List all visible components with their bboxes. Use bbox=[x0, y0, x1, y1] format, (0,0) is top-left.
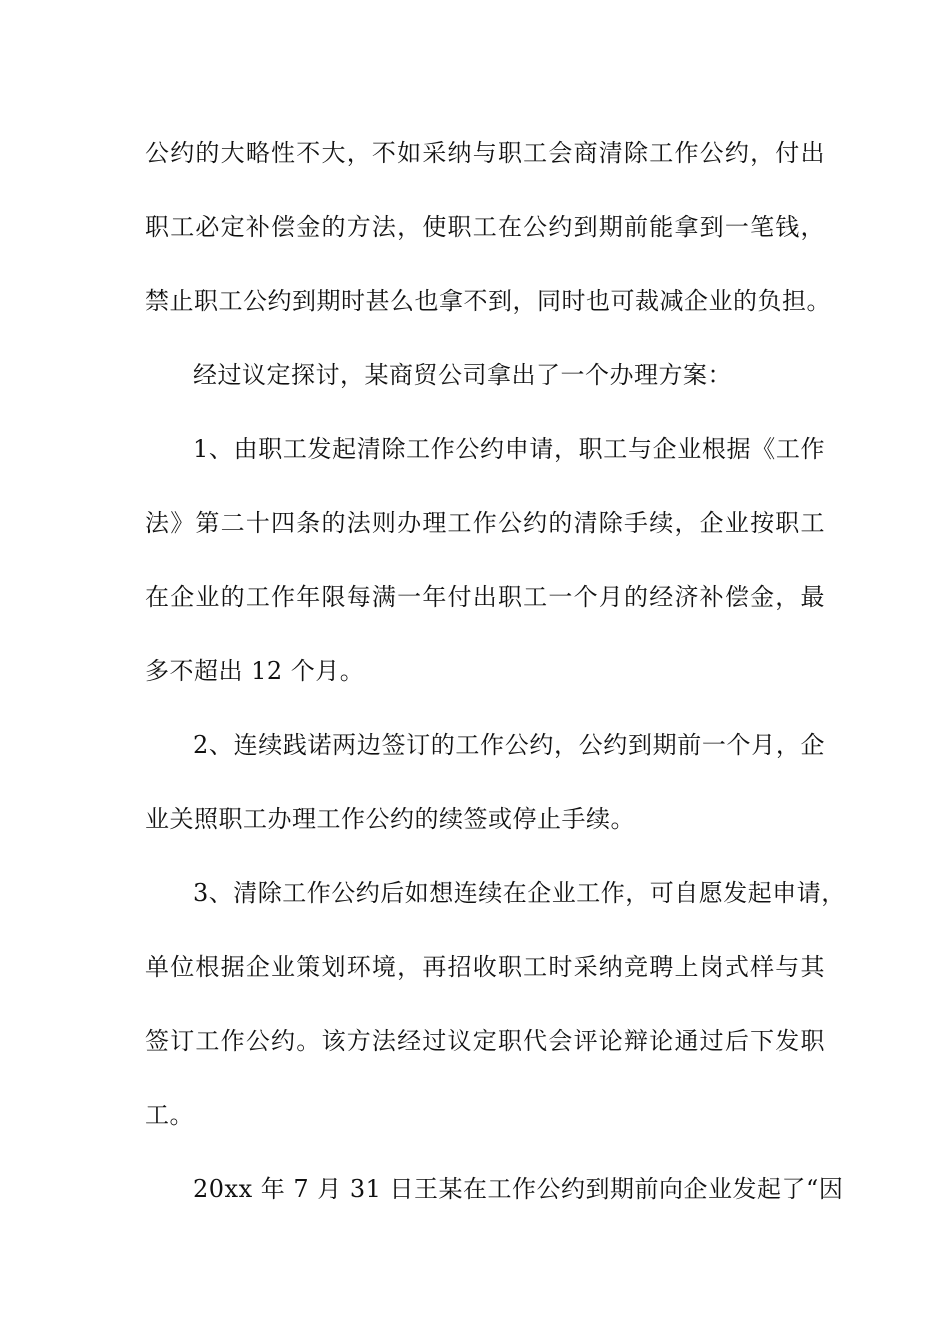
document-body bbox=[145, 126, 846, 1236]
paragraph-start-line: 经过议定探讨，某商贸公司拿出了一个办理方案： bbox=[193, 361, 732, 389]
text-line: 签订工作公约。该方法经过议定职代会评论辩论通过后下发职 bbox=[145, 1027, 825, 1055]
list-item-3-line: 3、清除工作公约后如想连续在企业工作，可自愿发起申请， bbox=[193, 879, 846, 907]
text-line: 单位根据企业策划环境，再招收职工时采纳竞聘上岗式样与其 bbox=[145, 953, 825, 981]
text-line: 多不超出 12 个月。 bbox=[145, 657, 365, 685]
text-line: 法》第二十四条的法则办理工作公约的清除手续，企业按职工 bbox=[145, 509, 825, 537]
list-item-2-line: 2、连续践诺两边签订的工作公约，公约到期前一个月，企 bbox=[193, 731, 825, 759]
text-line: 禁止职工公约到期时甚么也拿不到，同时也可裁减企业的负担。 bbox=[145, 287, 831, 315]
text-line: 工。 bbox=[145, 1101, 194, 1129]
text-line: 业关照职工办理工作公约的续签或停止手续。 bbox=[145, 805, 635, 833]
text-line: 公约的大略性不大，不如采纳与职工会商清除工作公约，付出 bbox=[145, 139, 825, 167]
paragraph-start-line: 20xx 年 7 月 31 日王某在工作公约到期前向企业发起了“因 bbox=[193, 1175, 844, 1203]
list-item-1-line: 1、由职工发起清除工作公约申请，职工与企业根据《工作 bbox=[193, 435, 825, 463]
text-line: 职工必定补偿金的方法，使职工在公约到期前能拿到一笔钱， bbox=[145, 213, 825, 241]
text-line: 在企业的工作年限每满一年付出职工一个月的经济补偿金，最 bbox=[145, 583, 825, 611]
